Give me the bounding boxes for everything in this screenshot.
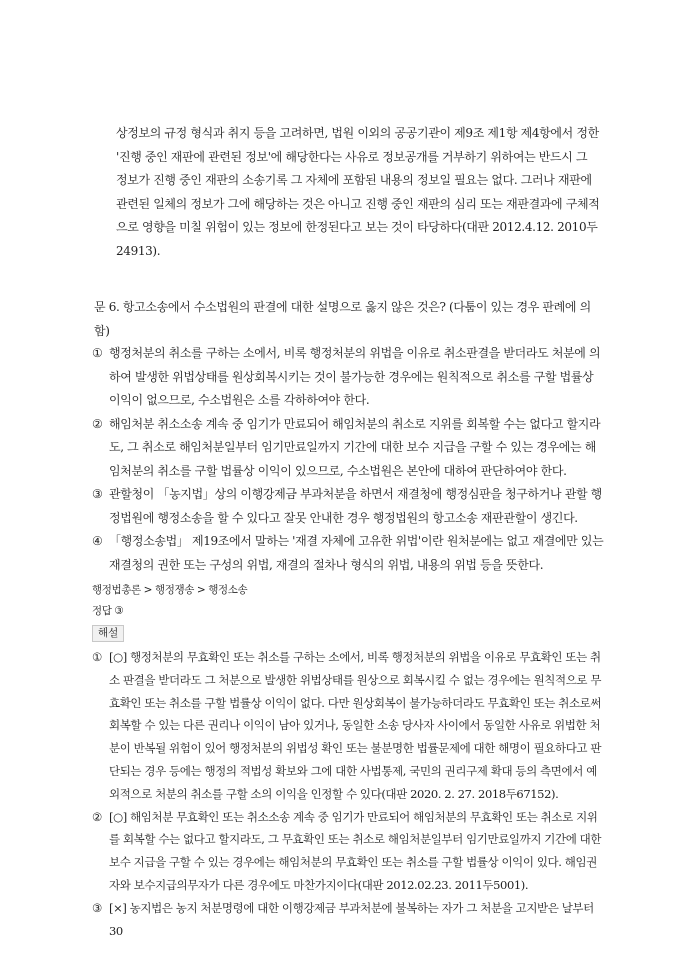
explanation-label: 해설 (92, 625, 124, 642)
choice-2[interactable] (92, 413, 606, 484)
choice-text: 해임처분 취소소송 계속 중 임기가 만료되어 해임처분의 취소로 지위를 회복할 수는 없다고 할지라도, 그 취소로 해임처분일부터 임기만료일까지 기간에 대한 보수 지급을 구할 수 있는 경우에는 해임처분의 취소를 구할 법률상 이익이 있으므로, 수소법원은 본안에 대하여 판단하여야 한다. (109, 416, 601, 478)
choice-number: ② (92, 416, 103, 431)
choice-1[interactable] (92, 342, 606, 413)
question-text: 문 6. 항고소송에서 수소법원의 판결에 대한 설명으로 옳지 않은 것은? (다툼이 있는 경우 판례에 의함) (94, 300, 591, 338)
choices-list (92, 342, 606, 577)
answer-text: 정답 ③ (92, 605, 124, 617)
choice-4[interactable] (92, 530, 606, 577)
explanation-text: [○] 행정처분의 무효확인 또는 취소를 구하는 소에서, 비록 행정처분의 위법을 이유로 무효확인 또는 취소 판결을 받더라도 그 처분으로 발생한 위법상태를 원상으로 회복시킬 수 없는 경우에는 원칙적으로 무효확인 또는 취소를 구할 법률상 이익이 없다. 다만 원상회복이 불가능하더라도 무효확인 또는 취소로써 회복할 수 있는 다른 권리나 이익이 남아 있거나, 동일한 소송 당사자 사이에서 동일한 사유로 위법한 처분이 반복될 위험이 있어 행정처분의 위법성 확인 또는 불분명한 법률문제에 대한 해명이 필요하다고 판단되는 경우 등에는 행정의 적법성 확보와 그에 대한 사법통제, 국민의 권리구제 확대 등의 측면에서 예외적으로 처분의 취소를 구할 소의 이익을 인정할 수 있다(대판 2020. 2. 27. 2018두67152). (109, 650, 602, 801)
breadcrumb: 행정법총론 > 행정쟁송 > 행정소송 (92, 584, 248, 596)
choice-number: ③ (92, 487, 103, 501)
explanation-list (92, 646, 606, 942)
explanation-number: ② (92, 809, 102, 824)
explanation-text: [×] 농지법은 농지 처분명령에 대한 이행강제금 부과처분에 불복하는 자가 그 처분을 고지받은 날부터 30 (109, 900, 594, 938)
choice-number: ④ (92, 534, 103, 548)
choice-text: 행정처분의 취소를 구하는 소에서, 비록 행정처분의 위법을 이유로 취소판결을 받더라도 처분에 의하여 발생한 위법상태를 원상회복시키는 것이 불가능한 경우에는 원칙적으로 취소를 구할 법률상 이익이 없으므로, 수소법원은 소를 각하하여야 한다. (109, 346, 601, 407)
choice-3[interactable] (92, 483, 606, 530)
explanation-number: ① (92, 650, 102, 664)
explanation-item-3 (92, 897, 606, 943)
explanation-number: ③ (92, 900, 102, 915)
choice-number: ① (92, 346, 103, 360)
choice-text: 관할청이 「농지법」상의 이행강제금 부과처분을 하면서 재결청에 행정심판을 청구하거나 관할 행정법원에 행정소송을 할 수 있다고 잘못 안내한 경우 행정법원의 항고소송 재판관할이 생긴다. (109, 487, 602, 525)
explanation-item-1 (92, 646, 606, 806)
choice-text: 「행정소송법」 제19조에서 말하는 '재결 자체에 고유한 위법'이란 원처분에는 없고 재결에만 있는 재결청의 권한 또는 구성의 위법, 재결의 절차나 형식의 위법, 내용의 위법 등을 뜻한다. (109, 534, 604, 572)
explanation-text: [○] 해임처분 무효확인 또는 취소소송 계속 중 임기가 만료되어 해임처분의 무효확인 또는 취소로 지위를 회복할 수는 없다고 할지라도, 그 무효확인 또는 취소로 해임처분일부터 임기만료일까지 기간에 대한 보수 지급을 구할 수 있는 경우에는 해임처분의 무효확인 또는 취소를 구할 법률상 이익이 있다. 해임권자와 보수지급의무자가 다른 경우에도 마찬가지이다(대판 2012.02.23. 2011두5001). (109, 809, 602, 892)
top-paragraph: 상정보의 규정 형식과 취지 등을 고려하면, 법원 이외의 공공기관이 제9조 제1항 제4항에서 정한 '진행 중인 재판에 관련된 정보'에 해당한다는 사유로 정보공개를 거부하기 위하여는 반드시 그 정보가 진행 중인 재판의 소송기록 그 자체에 포함된 내용의 정보일 필요는 없다. 그러나 재판에 관련된 일체의 정보가 그에 해당하는 것은 아니고 진행 중인 재판의 심리 또는 재판결과에 구체적으로 영향을 미칠 위험이 있는 정보에 한정된다고 보는 것이 타당하다(대판 2012.4.12. 2010두24913). (116, 126, 600, 258)
explanation-item-2 (92, 806, 606, 897)
